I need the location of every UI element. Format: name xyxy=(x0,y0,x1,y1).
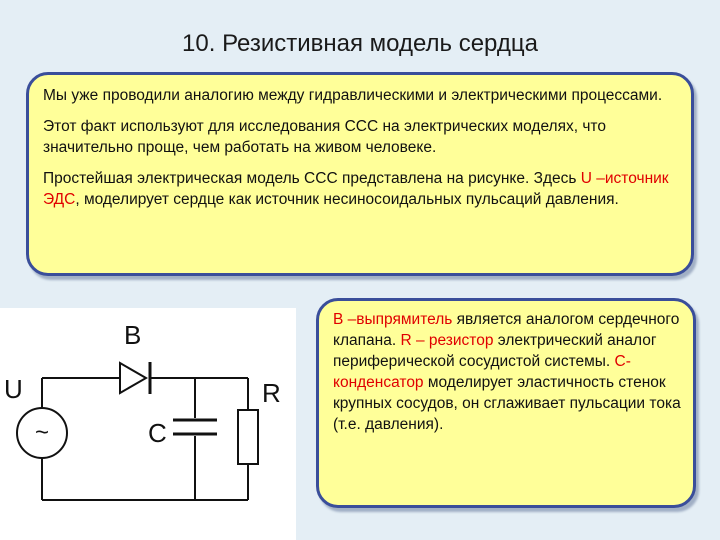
circuit-svg xyxy=(0,308,296,540)
slide-title: 10. Резистивная модель сердца xyxy=(182,30,538,57)
rectifier-desc: является аналогом сердечного клапана. xyxy=(333,311,680,349)
emf-source-term: U –источник ЭДС xyxy=(43,170,669,208)
intro-paragraph-1: Мы уже проводили аналогию между гидравлическими и электрическими процессами. xyxy=(43,87,663,104)
diode-triangle xyxy=(120,363,146,393)
intro-paragraph-3 xyxy=(43,168,677,210)
resistor-body xyxy=(238,410,258,464)
label-diode-b: B xyxy=(124,320,142,350)
components-paragraph xyxy=(333,309,683,435)
intro-paragraph-2: Этот факт используют для исследования ССС на электрических моделях, что значительно проще, чем работать на живом человеке. xyxy=(43,118,606,156)
resistor-desc: электрический аналог периферической сосудистой системы. xyxy=(333,332,657,370)
components-textbox xyxy=(316,298,696,508)
intro-p3-part-b: , моделирует сердце как источник несиносоидальных пульсаций давления. xyxy=(75,191,619,208)
capacitor-desc: моделирует эластичность стенок крупных сосудов, он сглаживает пульсации тока (т.е. давления). xyxy=(333,374,681,433)
capacitor-term: С- конденсатор xyxy=(333,353,631,391)
label-resistor-r: R xyxy=(262,378,281,408)
intro-p3-part-a: Простейшая электрическая модель ССС представлена на рисунке. Здесь xyxy=(43,170,581,187)
ac-source-icon: ~ xyxy=(34,419,50,446)
intro-textbox xyxy=(26,72,694,276)
label-capacitor-c: C xyxy=(148,418,167,448)
circuit-diagram xyxy=(0,308,296,540)
resistor-term: R – резистор xyxy=(400,332,494,349)
rectifier-term: В –выпрямитель xyxy=(333,311,453,328)
label-source-u: U xyxy=(4,374,23,404)
